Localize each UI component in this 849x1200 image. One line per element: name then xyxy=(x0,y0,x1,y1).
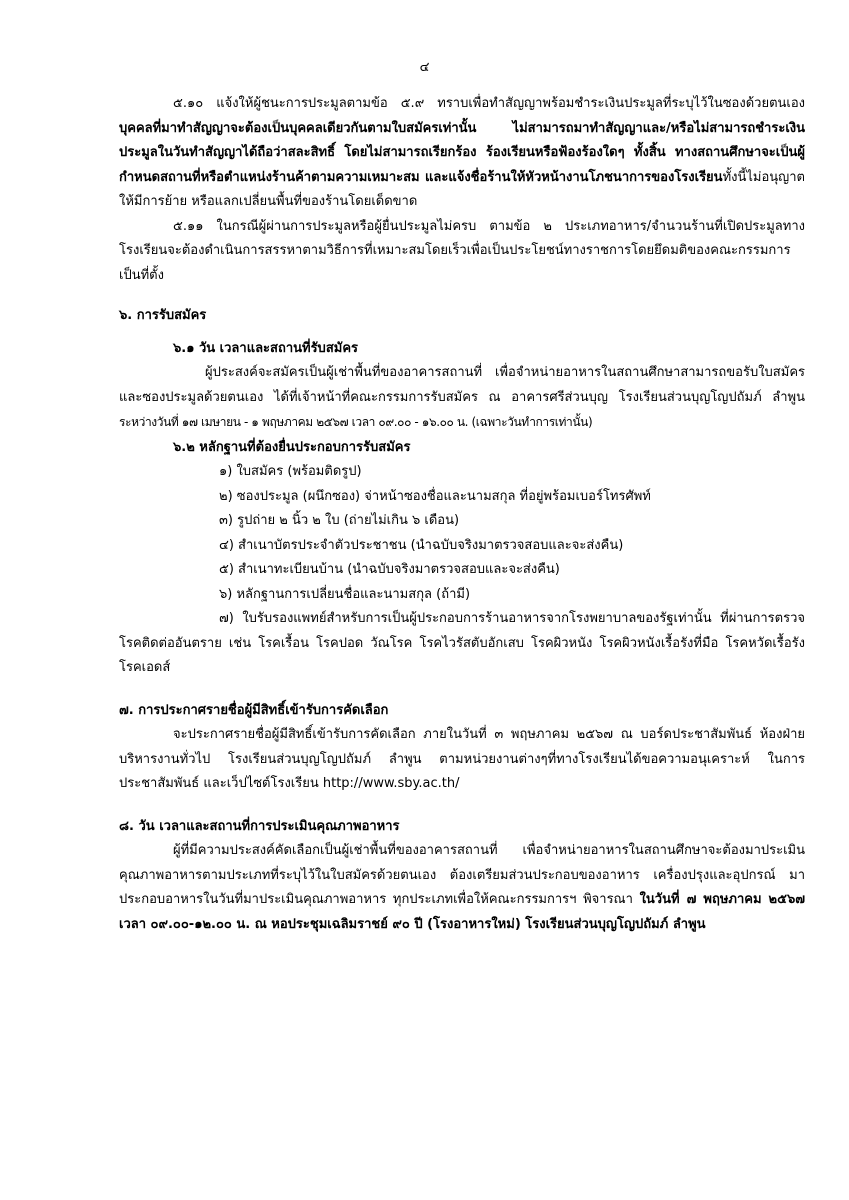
section-6-1-text xyxy=(119,361,805,436)
page-number: ๔ xyxy=(419,60,430,75)
section-7-text: จะประกาศรายชื่อผู้มีสิทธิ์เข้ารับการคัดเลือก ภายในวันที่ ๓ พฤษภาคม ๒๕๖๗ ณ บอร์ดประชาสัมพันธ์ ห้องฝ่ายบริหารงานทั่วไป โรงเรียนส่วนบุญโญปถัมภ์ ลำพูน ตามหน่วยงานต่างๆที่ทางโรงเรียนได้ขอความอนุเคราะห์ ในการประชาสัมพันธ์ และเว็ปไซต์โรงเรียน http://www.sby.ac.th/ xyxy=(119,727,805,791)
document-item-4: ๔) สำเนาบัตรประจำตัวประชาชน (นำฉบับจริงมาตรวจสอบและจะส่งคืน) xyxy=(219,537,624,553)
document-item-5: ๕) สำเนาทะเบียนบ้าน (นำฉบับจริงมาตรวจสอบและจะส่งคืน) xyxy=(219,562,560,577)
section-6-1-body: ผู้ประสงค์จะสมัครเป็นผู้เช่าพื้นที่ของอาคารสถานที่ เพื่อจำหน่ายอาหารในสถานศึกษาสามารถขอรับใบสมัครและซองประมูลด้วยตนเอง ได้ที่เจ้าหน้าที่คณะกรรมการรับสมัคร ณ อาคารศรีส่วนบุญ โรงเรียนส่วนบุญโญปถัมภ์ ลำพูน xyxy=(119,365,805,405)
clause-5-10-bold: บุคคลที่มาทำสัญญาจะต้องเป็นบุคคลเดียวกันตามใบสมัครเท่านั้น ไม่สามารถมาทำสัญญาและ/หรือไม่สามารถชำระเงินประมูลในวันทำสัญญาได้ถือว่าสละสิทธิ์ โดยไม่สามารถเรียกร้อง ร้องเรียนหรือฟ้องร้องใดๆ ทั้งสิ้น ทางสถานศึกษาจะเป็นผู้กำหนดสถานที่หรือตำแหน่งร้านค้าตามความเหมาะสม และแจ้งชื่อร้านให้หัวหน้างานโภชนาการของโรงเรียน xyxy=(119,120,805,185)
section-6-1-heading: ๖.๑ วัน เวลาและสถานที่รับสมัคร xyxy=(173,340,358,356)
document-item-2: ๒) ซองประมูล (ผนึกซอง) จ่าหน้าซองชื่อและนามสกุล ที่อยู่พร้อมเบอร์โทรศัพท์ xyxy=(219,488,651,504)
clause-5-10-rest: ทั้งนี้ไม่อนุญาตให้มีการย้าย หรือแลกเปลี่ยนพื้นที่ของร้านโดยเด็ดขาด xyxy=(119,169,805,209)
clause-5-10 xyxy=(119,92,805,215)
clause-5-11: ๕.๑๑ ในกรณีผู้ผ่านการประมูลหรือผู้ยื่นประมูลไม่ครบ ตามข้อ ๒ ประเภทอาหาร/จำนวนร้านที่เปิดประมูลทางโรงเรียนจะต้องดำเนินการสรรหาตามวิธีการที่เหมาะสมโดยเร็วเพื่อเป็นประโยชน์ทางราชการโดยยึดมติของคณะกรรมการเป็นที่ตั้ง xyxy=(119,218,805,283)
section-7-heading: ๗. การประกาศรายชื่อผู้มีสิทธิ์เข้ารับการคัดเลือก xyxy=(119,702,389,718)
document-item-1: ๑) ใบสมัคร (พร้อมติดรูป) xyxy=(219,464,362,479)
document-item-3: ๓) รูปถ่าย ๒ นิ้ว ๒ ใบ (ถ่ายไม่เกิน ๖ เดือน) xyxy=(219,513,460,528)
section-8-schedule: ในวันที่ ๗ พฤษภาคม ๒๕๖๗ เวลา ๐๙.๐๐-๑๒.๐๐ น. ณ หอประชุมเฉลิมราชย์ ๙๐ ปี (โรงอาหารใหม่) โรงเรียนส่วนบุญโญปถัมภ์ ลำพูน xyxy=(119,892,805,932)
clause-5-10-intro: ๕.๑๐ แจ้งให้ผู้ชนะการประมูลตามข้อ ๕.๙ ทราบเพื่อทำสัญญาพร้อมชำระเงินประมูลที่ระบุไว้ในซองด้วยตนเอง xyxy=(173,96,805,111)
section-6-1-dates: ระหว่างวันที่ ๑๗ เมษายน - ๑ พฤษภาคม ๒๕๖๗ เวลา ๐๙.๐๐ - ๑๖.๐๐ น. (เฉพาะวันทำการเท่านั้น) xyxy=(119,415,593,429)
section-6-heading: ๖. การรับสมัคร xyxy=(119,308,207,323)
section-8-body: ผู้ที่มีความประสงค์คัดเลือกเป็นผู้เช่าพื้นที่ของอาคารสถานที่ เพื่อจำหน่ายอาหารในสถานศึกษาจะต้องมาประเมินคุณภาพอาหารตามประเภทที่ระบุไว้ในใบสมัครด้วยตนเอง ต้องเตรียมส่วนประกอบของอาหาร เครื่องปรุงและอุปกรณ์ มาประกอบอาหารในวันที่มาประเมินคุณภาพอาหาร ทุกประเภทเพื่อให้คณะกรรมการฯ พิจารณา xyxy=(119,843,805,907)
document-body xyxy=(119,92,805,937)
section-6-2-heading: ๖.๒ หลักฐานที่ต้องยื่นประกอบการรับสมัคร xyxy=(173,439,411,455)
document-item-6: ๖) หลักฐานการเปลี่ยนชื่อและนามสกุล (ถ้ามี) xyxy=(219,586,471,602)
section-8-heading: ๘. วัน เวลาและสถานที่การประเมินคุณภาพอาหาร xyxy=(119,818,400,834)
section-8-text xyxy=(119,839,805,937)
document-item-7: ๗) ใบรับรองแพทย์สำหรับการเป็นผู้ประกอบการร้านอาหารจากโรงพยาบาลของรัฐเท่านั้น ที่ผ่านการตรวจโรคติดต่ออันตราย เช่น โรคเรื้อน โรคปอด วัณโรค โรคไวรัสตับอักเสบ โรคผิวหนัง โรคผิวหนังเรื้อรังที่มือ โรคหวัดเรื้อรัง โรคเอดส์ xyxy=(119,611,805,675)
